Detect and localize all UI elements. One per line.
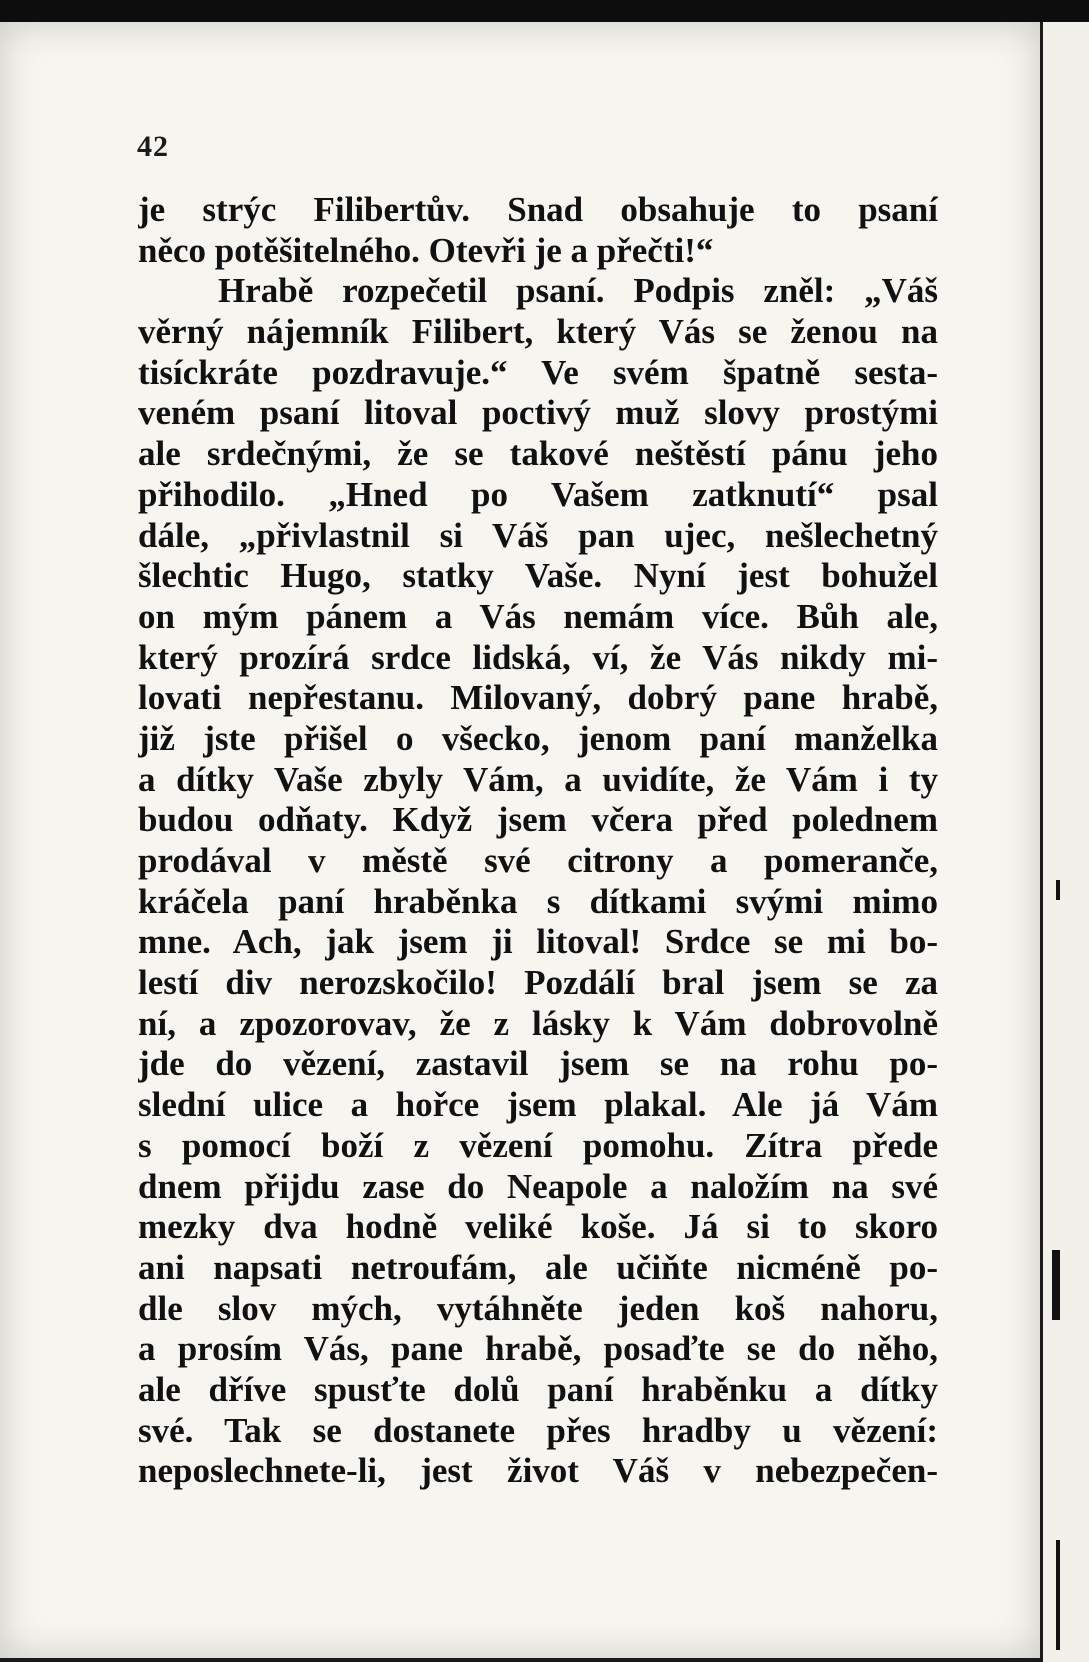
- text-line: šlechtic Hugo, statky Vaše. Nyní jest bohužel: [138, 556, 938, 596]
- text-line: ani napsati netroufám, ale učiňte nicméně po-: [138, 1247, 938, 1287]
- text-line: slední ulice a hořce jsem plakal. Ale já Vám: [138, 1085, 938, 1125]
- text-line: ní, a zpozorovav, že z lásky k Vám dobrovolně: [138, 1003, 938, 1043]
- scan-edge-mark: [1056, 1540, 1060, 1650]
- text-line: dnem přijdu zase do Neapole a naložím na své: [138, 1166, 938, 1206]
- text-line: který prozírá srdce lidská, ví, že Vás nikdy mi-: [138, 637, 938, 677]
- text-line: veném psaní litoval poctivý muž slovy prostými: [138, 393, 938, 433]
- text-line: ale srdečnými, že se takové neštěstí pánu jeho: [138, 434, 938, 474]
- scan-right-margin: [1040, 22, 1089, 1662]
- text-line: je strýc Filibertův. Snad obsahuje to psaní: [138, 190, 938, 229]
- text-line: lestí div nerozskočilo! Pozdálí bral jsem se za: [138, 963, 938, 1003]
- text-line: neposlechnete-li, jest život Váš v nebezpečen-: [138, 1451, 938, 1491]
- scan-edge-mark: [1056, 880, 1060, 900]
- text-line: a prosím Vás, pane hrabě, posaďte se do něho,: [138, 1329, 938, 1369]
- body-text: [138, 190, 938, 1492]
- scan-edge-mark: [1052, 1250, 1060, 1320]
- text-line: kráčela paní hraběnka s dítkami svými mimo: [138, 881, 938, 921]
- text-line: věrný nájemník Filibert, který Vás se ženou na: [138, 312, 938, 352]
- text-line: mne. Ach, jak jsem ji litoval! Srdce se mi bo-: [138, 922, 938, 962]
- text-line: již jste přišel o všecko, jenom paní manželka: [138, 718, 938, 758]
- text-line: přihodilo. „Hned po Vašem zatknutí“ psal: [138, 474, 938, 514]
- text-line: své. Tak se dostanete přes hradby u vězení:: [138, 1410, 938, 1450]
- text-line: a dítky Vaše zbyly Vám, a uvidíte, že Vám i ty: [138, 759, 938, 799]
- text-line: něco potěšitelného. Otevři je a přečti!“: [138, 230, 714, 270]
- text-line: Hrabě rozpečetil psaní. Podpis zněl: „Váš: [218, 271, 938, 311]
- book-page: [0, 22, 1040, 1658]
- text-line: on mým pánem a Vás nemám více. Bůh ale,: [138, 596, 938, 636]
- text-line: ale dříve spusťte dolů paní hraběnku a dítky: [138, 1369, 938, 1409]
- text-line: dle slov mých, vytáhněte jeden koš nahoru,: [138, 1288, 938, 1328]
- text-line: budou odňaty. Když jsem včera před polednem: [138, 800, 938, 840]
- text-line: tisíckráte pozdravuje.“ Ve svém špatně sesta-: [138, 352, 938, 392]
- text-line: prodával v městě své citrony a pomeranče,: [138, 841, 938, 880]
- text-line: jde do vězení, zastavil jsem se na rohu po-: [138, 1044, 938, 1084]
- text-line: mezky dva hodně veliké koše. Já si to skoro: [138, 1207, 938, 1247]
- text-line: lovati nepřestanu. Milovaný, dobrý pane hrabě,: [138, 678, 938, 718]
- page-number: 42: [137, 130, 169, 163]
- text-line: dále, „přivlastnil si Váš pan ujec, nešlechetný: [138, 515, 938, 555]
- text-line: s pomocí boží z vězení pomohu. Zítra přede: [138, 1125, 938, 1165]
